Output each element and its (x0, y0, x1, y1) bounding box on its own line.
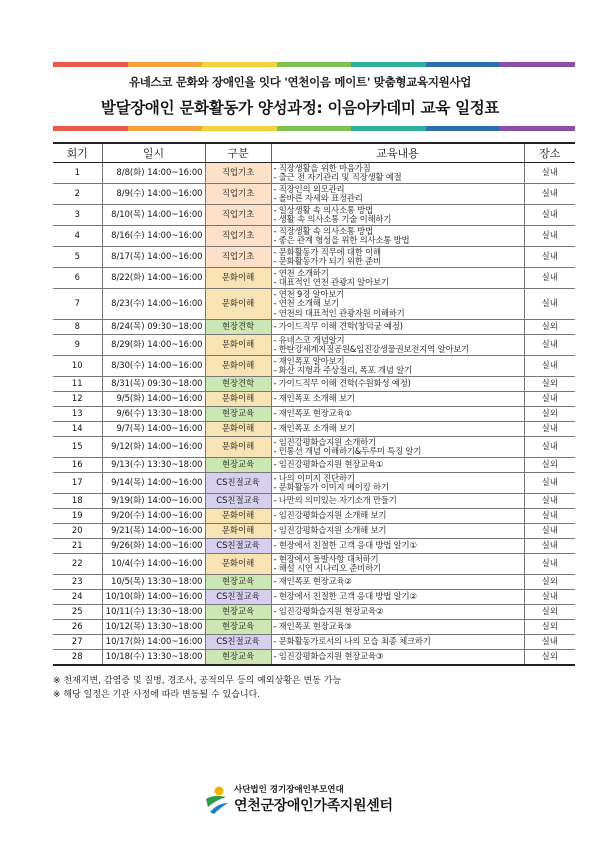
content-line: - 임진강평화습지원 소개하기 (273, 436, 376, 447)
session-category: CS친절교육 (205, 494, 271, 509)
session-location: 실외 (524, 407, 575, 422)
session-datetime: 8/23(수) 14:00~16:00 (102, 289, 205, 320)
content-line: - 임진강평화습지원 현장교육③ (273, 651, 384, 662)
table-row (53, 554, 575, 575)
color-segment (202, 62, 277, 67)
session-category: CS친절교육 (205, 539, 271, 554)
session-content (271, 247, 524, 268)
session-category: 직업기초 (205, 184, 271, 205)
session-category: 문화이해 (205, 509, 271, 524)
session-datetime: 10/5(목) 13:30~18:00 (102, 575, 205, 590)
color-segment (426, 126, 501, 131)
session-category: 문화이해 (205, 524, 271, 539)
color-segment (500, 62, 575, 67)
session-datetime: 9/5(화) 14:00~16:00 (102, 392, 205, 407)
session-datetime: 10/12(목) 13:30~18:00 (102, 620, 205, 635)
session-category: 문화이해 (205, 335, 271, 356)
session-datetime: 10/10(화) 14:00~16:00 (102, 590, 205, 605)
session-location: 실내 (524, 539, 575, 554)
session-number: 20 (53, 524, 102, 539)
session-content (271, 268, 524, 289)
session-content (271, 335, 524, 356)
note-1: ※ 천재지변, 감염증 및 질병, 경조사, 공적의무 등의 예외상황은 변동 가능 (53, 676, 342, 686)
table-row (53, 407, 575, 422)
session-category: 직업기초 (205, 226, 271, 247)
header-content: 교육내용 (271, 143, 524, 163)
session-number: 22 (53, 554, 102, 575)
session-content (271, 184, 524, 205)
session-datetime: 8/16(수) 14:00~16:00 (102, 226, 205, 247)
session-location: 실내 (524, 356, 575, 377)
session-location: 실외 (524, 458, 575, 473)
content-line: - 유네스코 개념알기 (273, 334, 345, 345)
session-number: 16 (53, 458, 102, 473)
session-datetime: 9/6(수) 13:30~18:00 (102, 407, 205, 422)
session-number: 2 (53, 184, 102, 205)
organization-logo-icon (204, 785, 230, 815)
session-content (271, 590, 524, 605)
table-row (53, 524, 575, 539)
session-datetime: 8/8(화) 14:00~16:00 (102, 163, 205, 184)
session-number: 24 (53, 590, 102, 605)
content-line: - 임진강평화습지원 현장교육① (273, 459, 384, 470)
content-line: - 나만의 의미있는 자기소개 만들기 (273, 495, 397, 506)
session-content (271, 605, 524, 620)
table-header-row (53, 143, 575, 163)
color-segment (426, 62, 501, 67)
content-line: - 올바른 자세와 표정관리 (273, 193, 363, 203)
session-number: 23 (53, 575, 102, 590)
table-row (53, 184, 575, 205)
content-line: - 연천 9경 알아보기 (273, 289, 345, 300)
table-row (53, 605, 575, 620)
session-number: 6 (53, 268, 102, 289)
table-row (53, 289, 575, 320)
session-datetime: 9/21(목) 14:00~16:00 (102, 524, 205, 539)
content-line: - 직장인의 외모관리 (273, 183, 345, 194)
session-location: 실외 (524, 620, 575, 635)
content-line: - 화산 지형과 주상절리, 폭포 개념 알기 (273, 365, 412, 375)
content-line: - 임진강평화습지원 소개해 보기 (273, 525, 387, 536)
session-category: 현장교육 (205, 605, 271, 620)
table-row (53, 320, 575, 335)
session-category: CS친절교육 (205, 635, 271, 650)
bottom-color-bar (53, 126, 575, 131)
session-category: 현장교육 (205, 407, 271, 422)
session-content (271, 473, 524, 494)
session-number: 28 (53, 650, 102, 665)
session-datetime: 9/26(화) 14:00~16:00 (102, 539, 205, 554)
color-segment (277, 62, 352, 67)
session-datetime: 9/19(화) 14:00~16:00 (102, 494, 205, 509)
session-category: 현장견학 (205, 320, 271, 335)
session-category: 문화이해 (205, 356, 271, 377)
content-line: - 가이드직무 이해 견학(창덕궁 예정) (273, 321, 403, 332)
session-content (271, 620, 524, 635)
color-segment (202, 126, 277, 131)
session-number: 9 (53, 335, 102, 356)
session-content (271, 320, 524, 335)
session-content (271, 377, 524, 392)
content-line: - 현장에서 친절한 고객 응대 방법 알기① (273, 540, 417, 551)
session-datetime: 8/24(목) 09:30~18:00 (102, 320, 205, 335)
table-row (53, 422, 575, 437)
session-content (271, 635, 524, 650)
color-segment (53, 62, 128, 67)
session-location: 실내 (524, 335, 575, 356)
session-category: 현장교육 (205, 650, 271, 665)
content-line: - 생활 속 의사소통 기술 이해하기 (273, 214, 392, 224)
session-number: 19 (53, 509, 102, 524)
session-number: 27 (53, 635, 102, 650)
session-location: 실내 (524, 268, 575, 289)
session-location: 실내 (524, 524, 575, 539)
content-line: - 문화활동가로서의 나의 모습 최종 체크하기 (273, 636, 431, 647)
session-datetime: 9/14(목) 14:00~16:00 (102, 473, 205, 494)
session-category: 문화이해 (205, 289, 271, 320)
header-session: 회기 (53, 143, 102, 163)
table-row (53, 268, 575, 289)
table-row (53, 620, 575, 635)
session-category: 현장교육 (205, 620, 271, 635)
session-location: 실외 (524, 320, 575, 335)
session-category: 문화이해 (205, 268, 271, 289)
table-row (53, 473, 575, 494)
schedule-table (53, 142, 575, 666)
session-category: 문화이해 (205, 554, 271, 575)
session-category: CS친절교육 (205, 473, 271, 494)
session-datetime: 9/20(수) 14:00~16:00 (102, 509, 205, 524)
session-number: 7 (53, 289, 102, 320)
table-row (53, 335, 575, 356)
content-line: - 임진강평화습지원 현장교육② (273, 606, 384, 617)
header-datetime: 일시 (102, 143, 205, 163)
organization-small-name: 사단법인 경기장애인부모연대 (234, 785, 344, 795)
content-line: - 연천의 대표적인 관광자원 이해하기 (273, 307, 405, 318)
content-line: - 연천 소개해 보기 (273, 298, 339, 309)
session-location: 실외 (524, 605, 575, 620)
session-number: 13 (53, 407, 102, 422)
session-number: 3 (53, 205, 102, 226)
session-category: CS친절교육 (205, 590, 271, 605)
session-category: 직업기초 (205, 247, 271, 268)
content-line: - 직장생활을 위한 마음가짐 (273, 162, 371, 173)
content-line: - 임진강평화습지원 소개해 보기 (273, 510, 387, 521)
color-segment (351, 62, 426, 67)
session-location: 실내 (524, 437, 575, 458)
session-content (271, 392, 524, 407)
session-category: 문화이해 (205, 422, 271, 437)
session-number: 18 (53, 494, 102, 509)
content-line: - 대표적인 연천 관광지 알아보기 (273, 277, 389, 287)
session-content (271, 226, 524, 247)
session-location: 실내 (524, 554, 575, 575)
session-datetime: 8/10(목) 14:00~16:00 (102, 205, 205, 226)
session-content (271, 650, 524, 665)
session-content (271, 554, 524, 575)
content-line: - 현장에서 친절한 고객 응대 방법 알기② (273, 591, 417, 602)
session-datetime: 8/30(수) 14:00~16:00 (102, 356, 205, 377)
table-row (53, 590, 575, 605)
note-2: ※ 해당 일정은 기관 사정에 따라 변동될 수 있습니다. (53, 690, 261, 700)
color-segment (277, 126, 352, 131)
session-content (271, 509, 524, 524)
table-row (53, 494, 575, 509)
content-line: - 가이드직무 이해 견학(수원화성 예정) (273, 378, 411, 389)
content-line: - 직장생활 속 의사소통 방법 (273, 225, 373, 236)
content-line: - 재인폭포 현장교육② (273, 576, 352, 587)
session-datetime: 9/7(목) 14:00~16:00 (102, 422, 205, 437)
session-number: 4 (53, 226, 102, 247)
session-category: 직업기초 (205, 163, 271, 184)
table-row (53, 575, 575, 590)
table-row (53, 635, 575, 650)
content-line: - 문화활동가가 되기 위한 준비 (273, 256, 381, 266)
session-number: 8 (53, 320, 102, 335)
session-datetime: 8/31(목) 09:30~18:00 (102, 377, 205, 392)
session-number: 25 (53, 605, 102, 620)
content-line: - 민통선 개념 이해하기&두루미 특징 알기 (273, 446, 422, 456)
session-location: 실내 (524, 473, 575, 494)
table-row (53, 226, 575, 247)
session-category: 문화이해 (205, 392, 271, 407)
session-number: 12 (53, 392, 102, 407)
session-category: 현장교육 (205, 458, 271, 473)
content-line: - 재인폭포 현장교육① (273, 408, 352, 419)
session-content (271, 494, 524, 509)
session-number: 5 (53, 247, 102, 268)
session-number: 11 (53, 377, 102, 392)
session-content (271, 437, 524, 458)
session-content (271, 205, 524, 226)
session-number: 1 (53, 163, 102, 184)
content-line: - 재인폭포 소개해 보기 (273, 423, 355, 434)
table-row (53, 650, 575, 665)
session-datetime: 10/18(수) 13:30~18:00 (102, 650, 205, 665)
color-segment (128, 126, 203, 131)
session-datetime: 9/13(수) 13:30~18:00 (102, 458, 205, 473)
session-number: 14 (53, 422, 102, 437)
session-location: 실외 (524, 575, 575, 590)
session-content (271, 524, 524, 539)
session-category: 현장교육 (205, 575, 271, 590)
session-number: 10 (53, 356, 102, 377)
session-location: 실내 (524, 184, 575, 205)
content-line: - 현장에서 돌발사항 대처하기 (273, 553, 379, 564)
session-location: 실내 (524, 163, 575, 184)
organization-name: 연천군장애인가족지원센터 (234, 798, 393, 814)
top-color-bar (53, 62, 575, 67)
session-location: 실내 (524, 392, 575, 407)
color-segment (53, 126, 128, 131)
session-number: 17 (53, 473, 102, 494)
session-location: 실외 (524, 650, 575, 665)
table-row (53, 509, 575, 524)
session-location: 실내 (524, 422, 575, 437)
session-location: 실내 (524, 509, 575, 524)
session-category: 문화이해 (205, 437, 271, 458)
table-row (53, 163, 575, 184)
content-line: - 출근 전 자기관리 및 직장생활 예절 (273, 172, 402, 182)
content-line: - 해설 시연 시나리오 준비하기 (273, 563, 381, 573)
session-location: 실외 (524, 377, 575, 392)
session-location: 실내 (524, 247, 575, 268)
table-row (53, 437, 575, 458)
session-datetime: 10/11(수) 13:30~18:00 (102, 605, 205, 620)
content-line: - 한탄강세계지질공원&임진강생물권보전지역 알아보기 (273, 344, 470, 354)
page-title: 발달장애인 문화활동가 양성과정: 이음아카데미 교육 일정표 (100, 99, 500, 117)
table-row (53, 247, 575, 268)
session-location: 실내 (524, 494, 575, 509)
session-content (271, 163, 524, 184)
session-category: 현장견학 (205, 377, 271, 392)
session-content (271, 575, 524, 590)
session-datetime: 8/17(목) 14:00~16:00 (102, 247, 205, 268)
session-number: 26 (53, 620, 102, 635)
session-datetime: 8/9(수) 14:00~16:00 (102, 184, 205, 205)
session-content (271, 458, 524, 473)
session-datetime: 8/22(화) 14:00~16:00 (102, 268, 205, 289)
session-content (271, 539, 524, 554)
table-row (53, 377, 575, 392)
session-number: 21 (53, 539, 102, 554)
session-number: 15 (53, 437, 102, 458)
table-row (53, 539, 575, 554)
content-line: - 나의 이미지 진단하기 (273, 472, 355, 483)
table-row (53, 458, 575, 473)
header-location: 장소 (524, 143, 575, 163)
content-line: - 문화활동가 이미지 메이킹 하기 (273, 482, 389, 492)
session-datetime: 8/29(화) 14:00~16:00 (102, 335, 205, 356)
session-content (271, 407, 524, 422)
session-content (271, 422, 524, 437)
header-category: 구분 (205, 143, 271, 163)
session-datetime: 10/17(화) 14:00~16:00 (102, 635, 205, 650)
table-row (53, 205, 575, 226)
session-location: 실내 (524, 590, 575, 605)
session-content (271, 289, 524, 320)
color-segment (500, 126, 575, 131)
color-segment (128, 62, 203, 67)
content-line: - 재인폭포 소개해 보기 (273, 393, 355, 404)
session-datetime: 9/12(화) 14:00~16:00 (102, 437, 205, 458)
content-line: - 재인폭포 현장교육③ (273, 621, 352, 632)
session-location: 실내 (524, 635, 575, 650)
content-line: - 좋은 관계 형성을 위한 의사소통 방법 (273, 235, 410, 245)
session-location: 실내 (524, 289, 575, 320)
session-location: 실내 (524, 226, 575, 247)
table-row (53, 356, 575, 377)
color-segment (351, 126, 426, 131)
content-line: - 연천 소개하기 (273, 267, 329, 278)
session-location: 실내 (524, 205, 575, 226)
content-line: - 문화활동가 직무에 대한 이해 (273, 246, 381, 257)
table-row (53, 392, 575, 407)
content-line: - 재인폭포 알아보기 (273, 355, 345, 366)
session-content (271, 356, 524, 377)
session-datetime: 10/4(수) 14:00~16:00 (102, 554, 205, 575)
subtitle: 유네스코 문화와 장애인을 잇다 '연천이음 메이트' 맞춤형교육지원사업 (128, 75, 472, 89)
session-category: 직업기초 (205, 205, 271, 226)
content-line: - 일상생활 속 의사소통 방법 (273, 204, 373, 215)
